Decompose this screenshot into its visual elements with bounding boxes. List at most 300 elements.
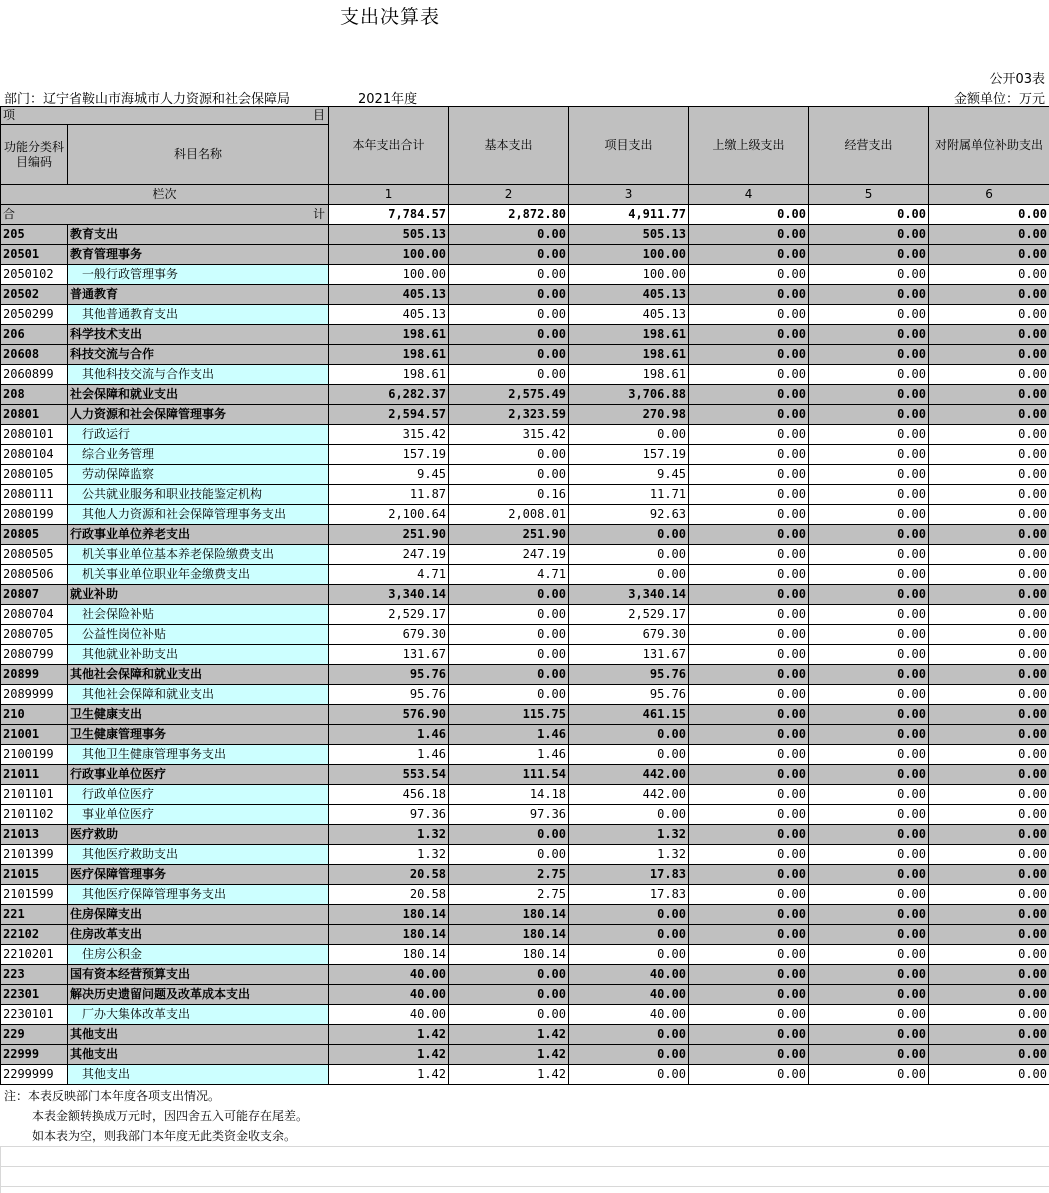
- row-value: 1.42: [449, 1065, 569, 1085]
- row-value: 0.00: [689, 225, 809, 245]
- row-value: 0.00: [689, 665, 809, 685]
- row-value: 0.00: [689, 545, 809, 565]
- row-value: 0.00: [809, 1025, 929, 1045]
- col-header-4: 上缴上级支出: [689, 107, 809, 185]
- row-value: 0.00: [569, 565, 689, 585]
- row-value: 0.00: [929, 225, 1049, 245]
- row-code: 2101399: [1, 845, 68, 865]
- row-value: 0.00: [809, 465, 929, 485]
- row-value: 0.00: [929, 405, 1049, 425]
- row-value: 0.00: [929, 445, 1049, 465]
- col-header-2: 基本支出: [449, 107, 569, 185]
- note-line: 注：本表反映部门本年度各项支出情况。: [4, 1089, 221, 1103]
- row-value: 0.00: [929, 745, 1049, 765]
- row-name: 事业单位医疗: [68, 805, 329, 825]
- row-value: 198.61: [329, 325, 449, 345]
- row-value: 0.00: [689, 585, 809, 605]
- row-name: 公共就业服务和职业技能鉴定机构: [68, 485, 329, 505]
- row-value: 0.00: [449, 225, 569, 245]
- row-value: 0.00: [809, 805, 929, 825]
- row-value: 0.00: [449, 665, 569, 685]
- row-value: 456.18: [329, 785, 449, 805]
- row-value: 0.00: [929, 285, 1049, 305]
- row-value: 576.90: [329, 705, 449, 725]
- row-code: 20807: [1, 585, 68, 605]
- row-value: 0.00: [809, 985, 929, 1005]
- table-row: [1, 465, 1049, 485]
- row-value: 0.00: [809, 825, 929, 845]
- row-value: 1.42: [329, 1045, 449, 1065]
- row-value: 100.00: [329, 265, 449, 285]
- row-value: 2.75: [449, 865, 569, 885]
- row-value: 3,706.88: [569, 385, 689, 405]
- row-code: 2101101: [1, 785, 68, 805]
- row-value: 553.54: [329, 765, 449, 785]
- table-row: [1, 965, 1049, 985]
- row-value: 6,282.37: [329, 385, 449, 405]
- row-value: 0.00: [569, 745, 689, 765]
- row-code: 2080105: [1, 465, 68, 485]
- row-name: 住房保障支出: [68, 905, 329, 925]
- total-label-cell: [1, 205, 329, 225]
- table-row: [1, 645, 1049, 665]
- row-value: 0.00: [929, 805, 1049, 825]
- row-code: 205: [1, 225, 68, 245]
- row-value: 1.42: [329, 1065, 449, 1085]
- row-value: 0.00: [809, 625, 929, 645]
- row-name: 劳动保障监察: [68, 465, 329, 485]
- row-code: 2089999: [1, 685, 68, 705]
- column-index-row: [1, 185, 1049, 205]
- row-value: 0.00: [449, 265, 569, 285]
- row-name: 社会保障和就业支出: [68, 385, 329, 405]
- row-value: 95.76: [569, 685, 689, 705]
- table-row: [1, 545, 1049, 565]
- row-value: 2,575.49: [449, 385, 569, 405]
- row-value: 0.00: [449, 625, 569, 645]
- column-index-cell: 4: [689, 185, 809, 205]
- total-value: 0.00: [809, 205, 929, 225]
- row-value: 0.00: [929, 845, 1049, 865]
- header-row-item: [1, 107, 1049, 125]
- row-value: 2,100.64: [329, 505, 449, 525]
- row-name: 其他医疗救助支出: [68, 845, 329, 865]
- row-value: 0.00: [689, 705, 809, 725]
- row-value: 0.00: [929, 765, 1049, 785]
- row-value: 40.00: [569, 965, 689, 985]
- total-value: 2,872.80: [449, 205, 569, 225]
- row-value: 95.76: [329, 685, 449, 705]
- row-value: 0.00: [449, 985, 569, 1005]
- column-index-cell: 3: [569, 185, 689, 205]
- row-value: 3,340.14: [569, 585, 689, 605]
- row-value: 2,529.17: [329, 605, 449, 625]
- department-label: 部门：辽宁省鞍山市海城市人力资源和社会保障局: [4, 92, 291, 107]
- row-value: 0.00: [929, 305, 1049, 325]
- row-value: 0.00: [569, 945, 689, 965]
- row-value: 0.00: [929, 545, 1049, 565]
- row-value: 0.00: [449, 445, 569, 465]
- row-value: 1.46: [449, 745, 569, 765]
- row-value: 0.00: [929, 325, 1049, 345]
- table-row: [1, 845, 1049, 865]
- row-name: 医疗保障管理事务: [68, 865, 329, 885]
- row-value: 0.00: [809, 885, 929, 905]
- row-value: 1.42: [329, 1025, 449, 1045]
- row-code: 2080704: [1, 605, 68, 625]
- row-value: 0.00: [689, 265, 809, 285]
- item-header-cell: [1, 107, 329, 125]
- row-code: 2210201: [1, 945, 68, 965]
- row-value: 111.54: [449, 765, 569, 785]
- row-value: 17.83: [569, 885, 689, 905]
- row-value: 0.00: [809, 1005, 929, 1025]
- row-value: 0.00: [449, 685, 569, 705]
- row-value: 0.00: [689, 305, 809, 325]
- table-row: [1, 265, 1049, 285]
- row-value: 270.98: [569, 405, 689, 425]
- row-value: 0.00: [809, 525, 929, 545]
- row-code: 223: [1, 965, 68, 985]
- row-value: 0.00: [689, 605, 809, 625]
- row-code: 221: [1, 905, 68, 925]
- row-code: 2101102: [1, 805, 68, 825]
- row-value: 0.00: [809, 965, 929, 985]
- row-value: 0.00: [449, 325, 569, 345]
- col-header-3: 项目支出: [569, 107, 689, 185]
- row-value: 131.67: [569, 645, 689, 665]
- row-code: 2299999: [1, 1065, 68, 1085]
- row-name: 解决历史遗留问题及改革成本支出: [68, 985, 329, 1005]
- row-name: 住房改革支出: [68, 925, 329, 945]
- table-row: [1, 1025, 1049, 1045]
- row-value: 0.00: [689, 565, 809, 585]
- row-code: 22301: [1, 985, 68, 1005]
- row-value: 0.00: [929, 965, 1049, 985]
- row-code: 2100199: [1, 745, 68, 765]
- row-value: 0.00: [809, 945, 929, 965]
- col-header-5: 经营支出: [809, 107, 929, 185]
- row-value: 0.00: [809, 1065, 929, 1085]
- table-row: [1, 365, 1049, 385]
- row-value: 198.61: [569, 345, 689, 365]
- row-name: 住房公积金: [68, 945, 329, 965]
- row-value: 0.00: [689, 465, 809, 485]
- table-row: [1, 305, 1049, 325]
- row-value: 247.19: [329, 545, 449, 565]
- table-row: [1, 785, 1049, 805]
- row-value: 0.00: [929, 925, 1049, 945]
- row-value: 180.14: [329, 945, 449, 965]
- row-code: 2080705: [1, 625, 68, 645]
- row-value: 2,529.17: [569, 605, 689, 625]
- row-name: 科学技术支出: [68, 325, 329, 345]
- report-title: 支出决算表: [339, 6, 440, 28]
- row-value: 0.00: [569, 905, 689, 925]
- table-row: [1, 705, 1049, 725]
- row-value: 40.00: [569, 985, 689, 1005]
- row-value: 0.00: [689, 625, 809, 645]
- row-value: 0.00: [689, 945, 809, 965]
- row-value: 40.00: [329, 1005, 449, 1025]
- row-value: 4.71: [449, 565, 569, 585]
- column-index-cell: 2: [449, 185, 569, 205]
- row-value: 9.45: [569, 465, 689, 485]
- table-row: [1, 805, 1049, 825]
- row-value: 157.19: [329, 445, 449, 465]
- row-value: 2,594.57: [329, 405, 449, 425]
- row-code: 21013: [1, 825, 68, 845]
- row-name: 其他卫生健康管理事务支出: [68, 745, 329, 765]
- row-value: 0.00: [809, 445, 929, 465]
- row-value: 0.00: [689, 285, 809, 305]
- row-value: 442.00: [569, 785, 689, 805]
- table-row: [1, 445, 1049, 465]
- row-value: 1.32: [329, 825, 449, 845]
- row-value: 0.00: [809, 725, 929, 745]
- row-value: 0.00: [449, 645, 569, 665]
- row-value: 505.13: [569, 225, 689, 245]
- table-row: [1, 505, 1049, 525]
- row-value: 0.00: [929, 585, 1049, 605]
- row-value: 0.00: [449, 345, 569, 365]
- row-value: 0.00: [809, 905, 929, 925]
- row-value: 180.14: [449, 945, 569, 965]
- item-right-label: 目: [313, 108, 326, 122]
- expenditure-table: [0, 106, 1049, 1085]
- row-code: 2080101: [1, 425, 68, 445]
- table-row: [1, 745, 1049, 765]
- table-row: [1, 425, 1049, 445]
- row-value: 0.00: [449, 585, 569, 605]
- total-value: 4,911.77: [569, 205, 689, 225]
- table-row: [1, 1005, 1049, 1025]
- row-value: 0.00: [809, 485, 929, 505]
- row-value: 0.00: [689, 385, 809, 405]
- row-value: 0.00: [689, 865, 809, 885]
- row-value: 0.00: [569, 525, 689, 545]
- row-value: 0.00: [809, 565, 929, 585]
- row-value: 0.00: [809, 605, 929, 625]
- amount-unit: 金额单位：万元: [953, 92, 1045, 107]
- row-value: 0.00: [929, 905, 1049, 925]
- row-value: 0.00: [569, 1045, 689, 1065]
- column-index-cell: 6: [929, 185, 1049, 205]
- row-value: 1.32: [569, 845, 689, 865]
- column-index-cell: 5: [809, 185, 929, 205]
- row-value: 0.00: [449, 965, 569, 985]
- row-name: 教育支出: [68, 225, 329, 245]
- row-value: 461.15: [569, 705, 689, 725]
- row-value: 0.00: [569, 425, 689, 445]
- table-row: [1, 865, 1049, 885]
- row-code: 22102: [1, 925, 68, 945]
- row-code: 20899: [1, 665, 68, 685]
- column-index-label: 栏次: [1, 185, 329, 205]
- row-value: 0.00: [809, 285, 929, 305]
- row-value: 11.87: [329, 485, 449, 505]
- table-row: [1, 345, 1049, 365]
- row-value: 0.00: [929, 885, 1049, 905]
- row-value: 180.14: [449, 925, 569, 945]
- row-value: 1.46: [329, 725, 449, 745]
- row-value: 0.00: [449, 845, 569, 865]
- row-value: 679.30: [569, 625, 689, 645]
- col-header-6: 对附属单位补助支出: [929, 107, 1049, 185]
- row-code: 20805: [1, 525, 68, 545]
- row-name: 其他医疗保障管理事务支出: [68, 885, 329, 905]
- row-value: 0.00: [809, 845, 929, 865]
- row-value: 0.00: [809, 1045, 929, 1065]
- table-row: [1, 685, 1049, 705]
- table-row: [1, 945, 1049, 965]
- total-value: 7,784.57: [329, 205, 449, 225]
- row-value: 0.00: [809, 705, 929, 725]
- row-value: 0.00: [929, 665, 1049, 685]
- row-value: 0.00: [809, 665, 929, 685]
- table-row: [1, 565, 1049, 585]
- table-row: [1, 925, 1049, 945]
- row-value: 0.00: [689, 765, 809, 785]
- row-value: 9.45: [329, 465, 449, 485]
- row-value: 0.00: [689, 345, 809, 365]
- row-value: 0.00: [929, 465, 1049, 485]
- row-value: 0.00: [689, 905, 809, 925]
- row-value: 0.00: [809, 745, 929, 765]
- row-name: 其他普通教育支出: [68, 305, 329, 325]
- row-value: 14.18: [449, 785, 569, 805]
- row-value: 0.00: [929, 565, 1049, 585]
- row-code: 2050102: [1, 265, 68, 285]
- row-name: 其他人力资源和社会保障管理事务支出: [68, 505, 329, 525]
- row-code: 206: [1, 325, 68, 345]
- row-value: 0.00: [809, 765, 929, 785]
- row-code: 20608: [1, 345, 68, 365]
- row-name: 机关事业单位基本养老保险缴费支出: [68, 545, 329, 565]
- row-value: 0.00: [929, 645, 1049, 665]
- row-value: 315.42: [449, 425, 569, 445]
- row-value: 0.00: [449, 465, 569, 485]
- row-value: 0.00: [929, 345, 1049, 365]
- row-code: 210: [1, 705, 68, 725]
- row-value: 247.19: [449, 545, 569, 565]
- row-value: 0.00: [689, 1045, 809, 1065]
- row-value: 92.63: [569, 505, 689, 525]
- row-value: 405.13: [569, 305, 689, 325]
- row-value: 442.00: [569, 765, 689, 785]
- row-value: 0.00: [689, 965, 809, 985]
- row-value: 0.00: [929, 945, 1049, 965]
- row-value: 0.00: [449, 1005, 569, 1025]
- row-value: 131.67: [329, 645, 449, 665]
- table-row: [1, 325, 1049, 345]
- row-value: 0.00: [689, 805, 809, 825]
- total-value: 0.00: [689, 205, 809, 225]
- row-code: 2050299: [1, 305, 68, 325]
- row-value: 40.00: [329, 985, 449, 1005]
- row-value: 0.00: [569, 1065, 689, 1085]
- row-value: 0.00: [929, 725, 1049, 745]
- row-value: 0.00: [809, 245, 929, 265]
- row-value: 0.00: [809, 925, 929, 945]
- row-code: 2080799: [1, 645, 68, 665]
- row-value: 97.36: [449, 805, 569, 825]
- row-value: 0.00: [929, 365, 1049, 385]
- row-code: 229: [1, 1025, 68, 1045]
- row-name: 行政事业单位医疗: [68, 765, 329, 785]
- row-value: 0.00: [809, 365, 929, 385]
- row-value: 0.00: [689, 325, 809, 345]
- row-value: 198.61: [329, 345, 449, 365]
- row-value: 0.00: [929, 685, 1049, 705]
- row-value: 0.00: [809, 325, 929, 345]
- row-value: 0.00: [689, 405, 809, 425]
- row-value: 0.00: [569, 1025, 689, 1045]
- row-name: 其他支出: [68, 1065, 329, 1085]
- row-value: 0.00: [689, 745, 809, 765]
- fiscal-year: 2021年度: [358, 92, 418, 107]
- code-header: 功能分类科目编码: [1, 125, 68, 185]
- row-value: 0.00: [449, 285, 569, 305]
- row-value: 0.00: [689, 1025, 809, 1045]
- row-value: 180.14: [329, 905, 449, 925]
- row-value: 0.00: [689, 365, 809, 385]
- row-value: 405.13: [329, 285, 449, 305]
- row-code: 2080505: [1, 545, 68, 565]
- row-value: 0.00: [929, 485, 1049, 505]
- row-value: 0.00: [929, 245, 1049, 265]
- row-value: 20.58: [329, 865, 449, 885]
- row-value: 0.00: [689, 1065, 809, 1085]
- row-value: 251.90: [449, 525, 569, 545]
- row-value: 0.00: [929, 525, 1049, 545]
- table-row: [1, 985, 1049, 1005]
- row-value: 2,008.01: [449, 505, 569, 525]
- row-code: 22999: [1, 1045, 68, 1065]
- row-value: 0.00: [689, 685, 809, 705]
- row-value: 0.16: [449, 485, 569, 505]
- row-value: 0.00: [809, 585, 929, 605]
- row-code: 208: [1, 385, 68, 405]
- row-name: 公益性岗位补贴: [68, 625, 329, 645]
- row-name: 厂办大集体改革支出: [68, 1005, 329, 1025]
- table-row: [1, 385, 1049, 405]
- row-name: 人力资源和社会保障管理事务: [68, 405, 329, 425]
- row-value: 180.14: [329, 925, 449, 945]
- row-value: 0.00: [689, 885, 809, 905]
- row-value: 4.71: [329, 565, 449, 585]
- row-value: 198.61: [569, 325, 689, 345]
- table-row: [1, 825, 1049, 845]
- table-row: [1, 285, 1049, 305]
- row-value: 0.00: [689, 645, 809, 665]
- row-value: 0.00: [689, 925, 809, 945]
- total-label-right: 计: [313, 207, 326, 221]
- row-code: 2080506: [1, 565, 68, 585]
- row-name: 卫生健康支出: [68, 705, 329, 725]
- row-name: 其他社会保障和就业支出: [68, 665, 329, 685]
- table-row: [1, 525, 1049, 545]
- row-code: 20501: [1, 245, 68, 265]
- row-name: 医疗救助: [68, 825, 329, 845]
- row-value: 1.32: [329, 845, 449, 865]
- row-value: 0.00: [809, 545, 929, 565]
- row-value: 251.90: [329, 525, 449, 545]
- row-value: 40.00: [569, 1005, 689, 1025]
- row-value: 20.58: [329, 885, 449, 905]
- row-value: 0.00: [809, 405, 929, 425]
- row-value: 0.00: [569, 545, 689, 565]
